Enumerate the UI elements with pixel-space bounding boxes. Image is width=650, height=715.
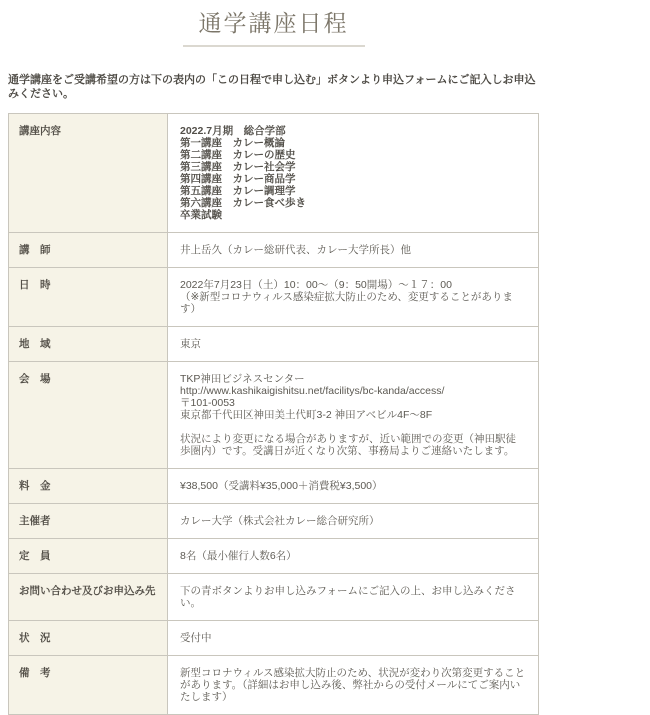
page (8, 0, 539, 715)
row-label-contact: お問い合わせ及びお申込み先 (9, 574, 168, 621)
row-value-contact: 下の青ボタンよりお申し込みフォームにご記入の上、お申し込みください。 (168, 574, 539, 621)
table-row-region (9, 327, 539, 362)
row-label-datetime: 日 時 (9, 268, 168, 327)
page-title: 通学講座日程 (183, 5, 365, 47)
row-value-venue: TKP神田ビジネスセンター http://www.kashikaigishitsu.net/facilitys/bc-kanda/access/ 〒101-0053 東京都千代田区神田美土代町3-2 神田アベビル4F～8F 状況により変更になる場合がありますが、近い範囲での変更（神田駅徒歩圏内）です。受講日が近くなり次第、事務局よりご連絡いたします。 (168, 362, 539, 469)
row-label-venue: 会 場 (9, 362, 168, 469)
table-row-contact (9, 574, 539, 621)
row-label-capacity: 定 員 (9, 539, 168, 574)
table-row-capacity (9, 539, 539, 574)
row-value-course-content: 2022.7月期 総合学部 第一講座 カレー概論 第二講座 カレーの歴史 第三講座 カレー社会学 第四講座 カレー商品学 第五講座 カレー調理学 第六講座 カレー食べ歩き 卒業試験 (168, 114, 539, 233)
row-label-organizer: 主催者 (9, 504, 168, 539)
table-row-course-content (9, 114, 539, 233)
row-value-notes: 新型コロナウィルス感染拡大防止のため、状況が変わり次第変更することがあります。（詳細はお申し込み後、弊社からの受付メールにてご案内いたします） (168, 656, 539, 715)
row-label-region: 地 域 (9, 327, 168, 362)
row-value-status: 受付中 (168, 621, 539, 656)
table-row-status (9, 621, 539, 656)
row-label-instructor: 講 師 (9, 233, 168, 268)
row-value-organizer: カレー大学（株式会社カレー総合研究所） (168, 504, 539, 539)
row-value-capacity: 8名（最小催行人数6名） (168, 539, 539, 574)
table-row-fee (9, 469, 539, 504)
row-label-fee: 料 金 (9, 469, 168, 504)
row-value-instructor: 井上岳久（カレー総研代表、カレー大学所長）他 (168, 233, 539, 268)
course-schedule-table (8, 113, 539, 715)
row-label-notes: 備 考 (9, 656, 168, 715)
table-row-notes (9, 656, 539, 715)
table-row-organizer (9, 504, 539, 539)
intro-text: 通学講座をご受講希望の方は下の表内の「この日程で申し込む」ボタンより申込フォームにご記入しお申込みください。 (8, 74, 536, 100)
row-label-status: 状 況 (9, 621, 168, 656)
title-section (8, 0, 539, 47)
row-value-fee: ¥38,500（受講料¥35,000＋消費税¥3,500） (168, 469, 539, 504)
row-value-datetime: 2022年7月23日（土）10：00～（9：50開場）～１７：00 （※新型コロナウィルス感染症拡大防止のため、変更することがあります） (168, 268, 539, 327)
table-row-instructor (9, 233, 539, 268)
table-row-venue (9, 362, 539, 469)
row-label-course-content: 講座内容 (9, 114, 168, 233)
table-row-datetime (9, 268, 539, 327)
row-value-region: 東京 (168, 327, 539, 362)
